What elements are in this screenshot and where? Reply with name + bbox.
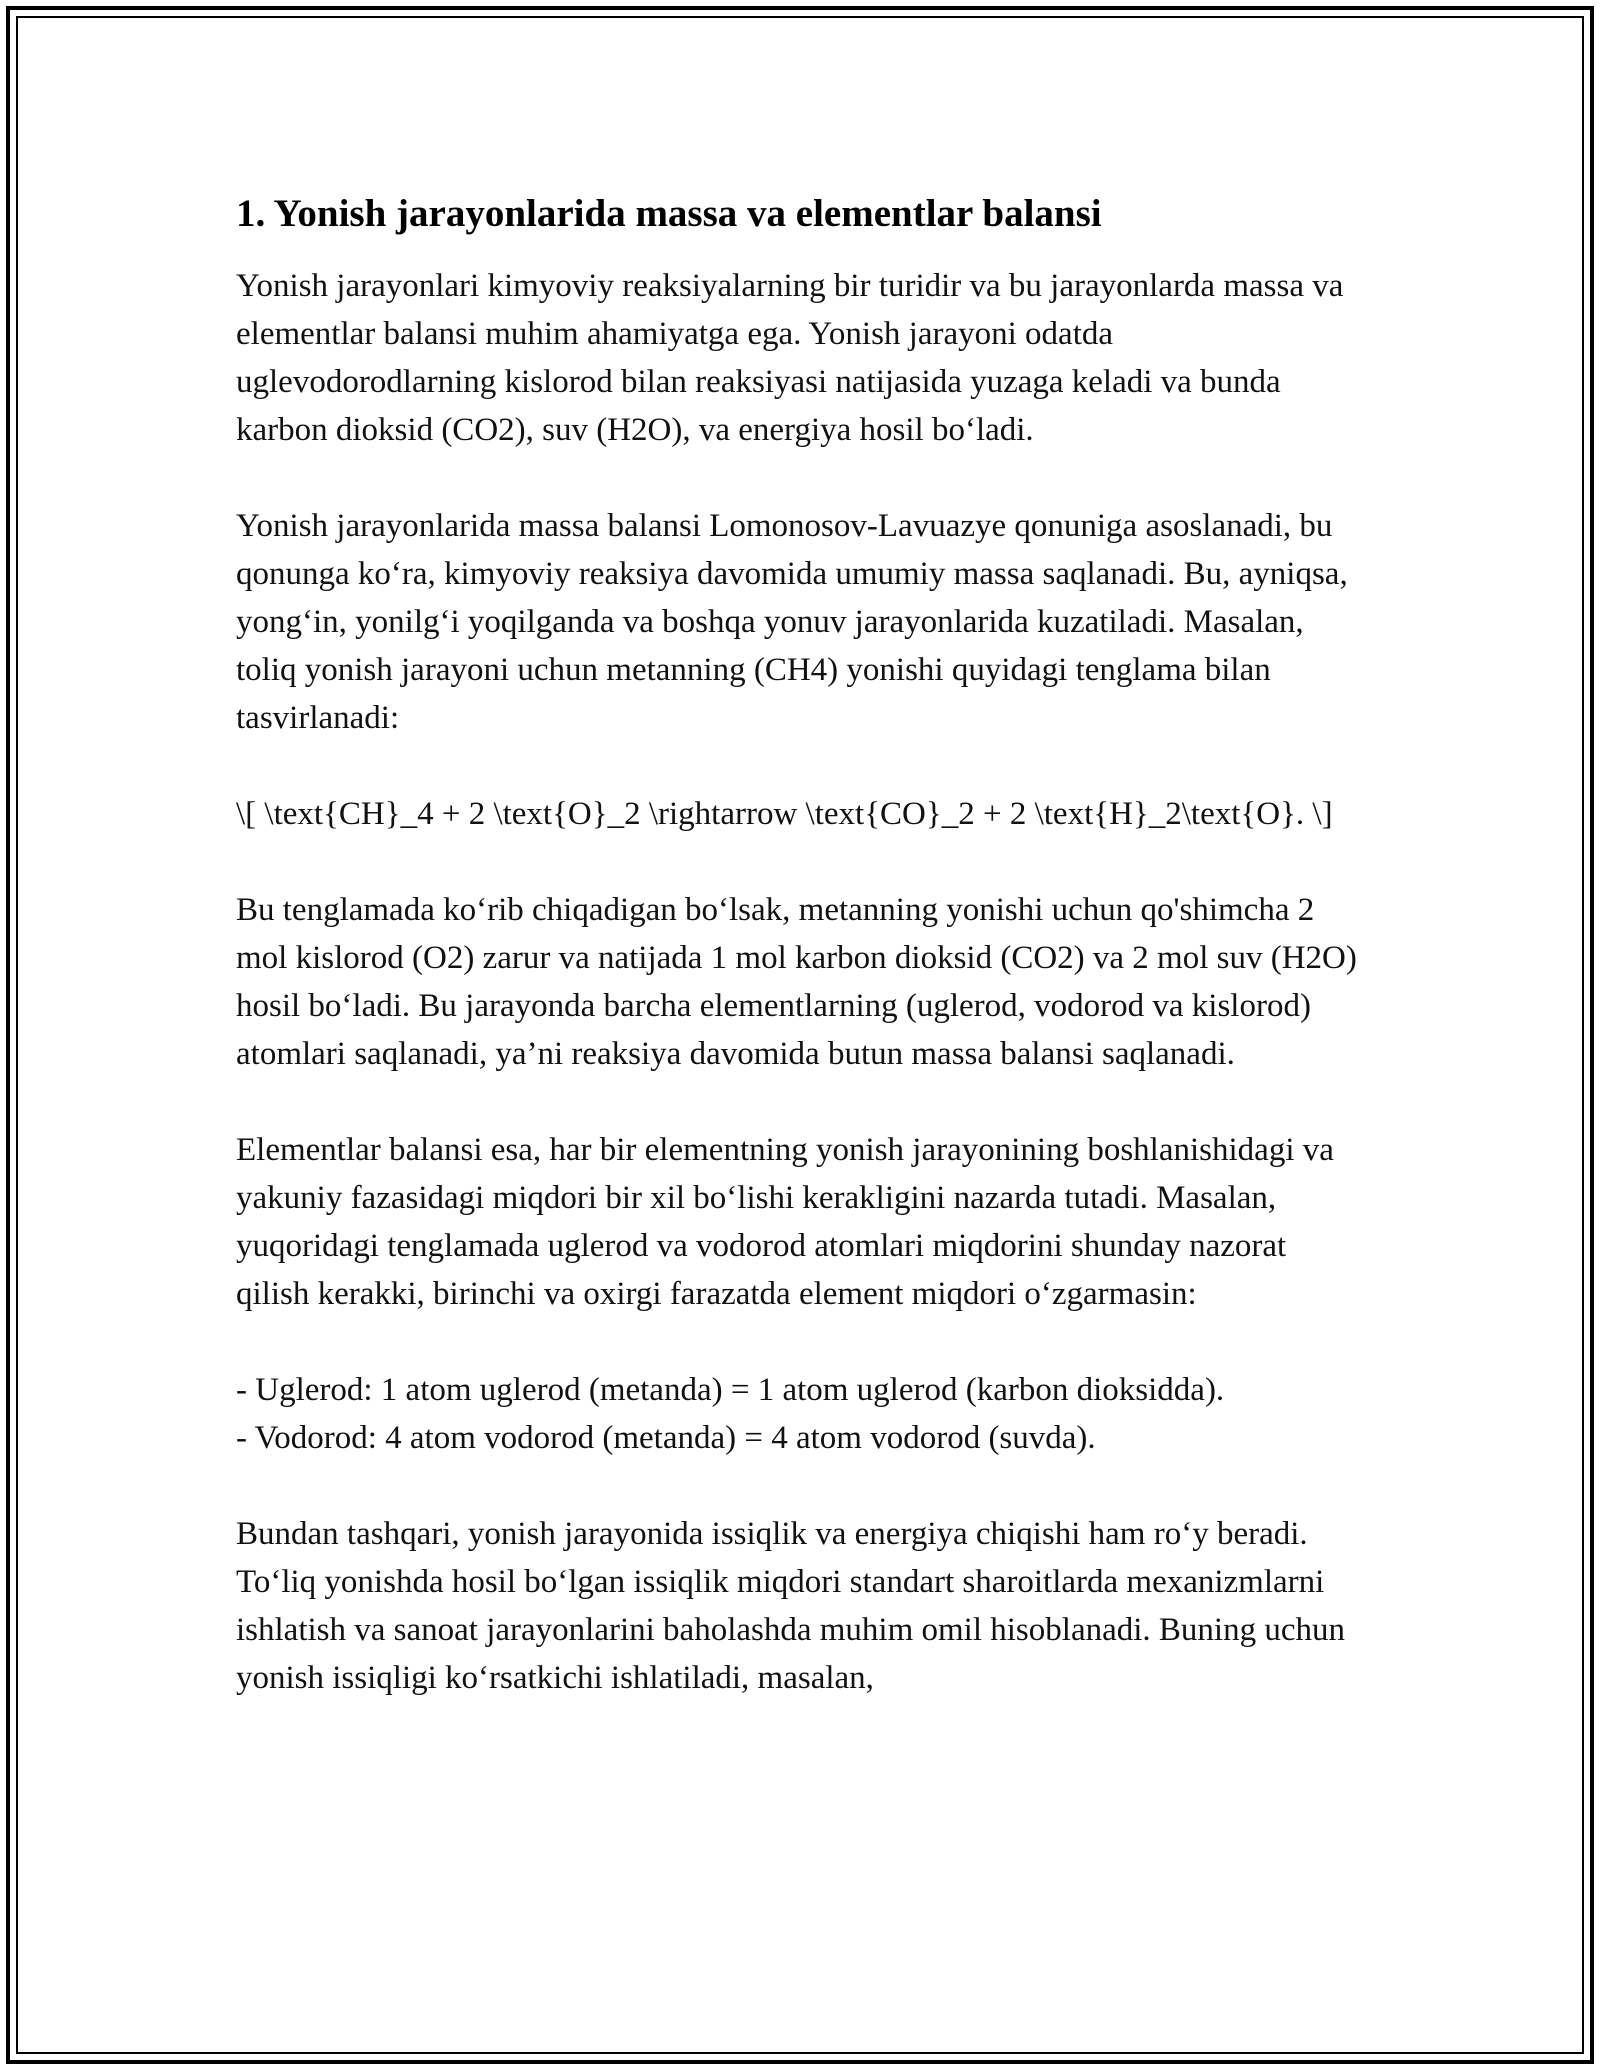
paragraph-element-balance: Elementlar balansi esa, har bir elementning yonish jarayonining boshlanishidagi va yakuniy fazasidagi miqdori bir xil bo‘lishi kerakligini nazarda tutadi. Masalan, yuqoridagi tenglamada uglerod va vodorod atomlari miqdorini shunday nazorat qilish kerakki, birinchi va oxirgi farazatda element miqdori o‘zgarmasin: — [236, 1132, 1334, 1312]
paragraph-heat-release: Bundan tashqari, yonish jarayonida issiqlik va energiya chiqishi ham ro‘y beradi. To‘liq yonishda hosil bo‘lgan issiqlik miqdori standart sharoitlarda mexanizmlarni ishlatish va sanoat jarayonlarini baholashda muhim omil hisoblanadi. Buning uchun yonish issiqligi ko‘rsatkichi ishlatiladi, masalan, — [236, 1516, 1345, 1696]
document-body — [236, 186, 1366, 1702]
list-item-hydrogen: - Vodorod: 4 atom vodorod (metanda) = 4 atom vodorod (suvda). — [236, 1420, 1096, 1456]
equation-latex: \[ \text{CH}_4 + 2 \text{O}_2 \rightarrow \text{CO}_2 + 2 \text{H}_2\text{O}. \] — [236, 796, 1333, 832]
element-list — [236, 1366, 1366, 1462]
paragraph-mass-balance: Yonish jarayonlarida massa balansi Lomonosov-Lavuazye qonuniga asoslanadi, bu qonunga ko‘ra, kimyoviy reaksiya davomida umumiy massa saqlanadi. Bu, ayniqsa, yong‘in, yonilg‘i yoqilganda va boshqa yonuv jarayonlarida kuzatiladi. Masalan, toliq yonish jarayoni uchun metanning (CH4) yonishi quyidagi tenglama bilan tasvirlanadi: — [236, 508, 1348, 736]
list-item-carbon: - Uglerod: 1 atom uglerod (metanda) = 1 atom uglerod (karbon dioksidda). — [236, 1372, 1225, 1408]
paragraph-intro: Yonish jarayonlari kimyoviy reaksiyalarning bir turidir va bu jarayonlarda massa va elementlar balansi muhim ahamiyatga ega. Yonish jarayoni odatda uglevodorodlarning kislorod bilan reaksiyasi natijasida yuzaga keladi va bunda karbon dioksid (CO2), suv (H2O), va energiya hosil bo‘ladi. — [236, 268, 1344, 448]
paragraph-equation-explanation: Bu tenglamada ko‘rib chiqadigan bo‘lsak, metanning yonishi uchun qo'shimcha 2 mol kislorod (O2) zarur va natijada 1 mol karbon dioksid (CO2) va 2 mol suv (H2O) hosil bo‘ladi. Bu jarayonda barcha elementlarning (uglerod, vodorod va kislorod) atomlari saqlanadi, ya’ni reaksiya davomida butun massa balansi saqlanadi. — [236, 892, 1357, 1072]
section-heading: 1. Yonish jarayonlarida massa va elementlar balansi — [236, 192, 1102, 235]
